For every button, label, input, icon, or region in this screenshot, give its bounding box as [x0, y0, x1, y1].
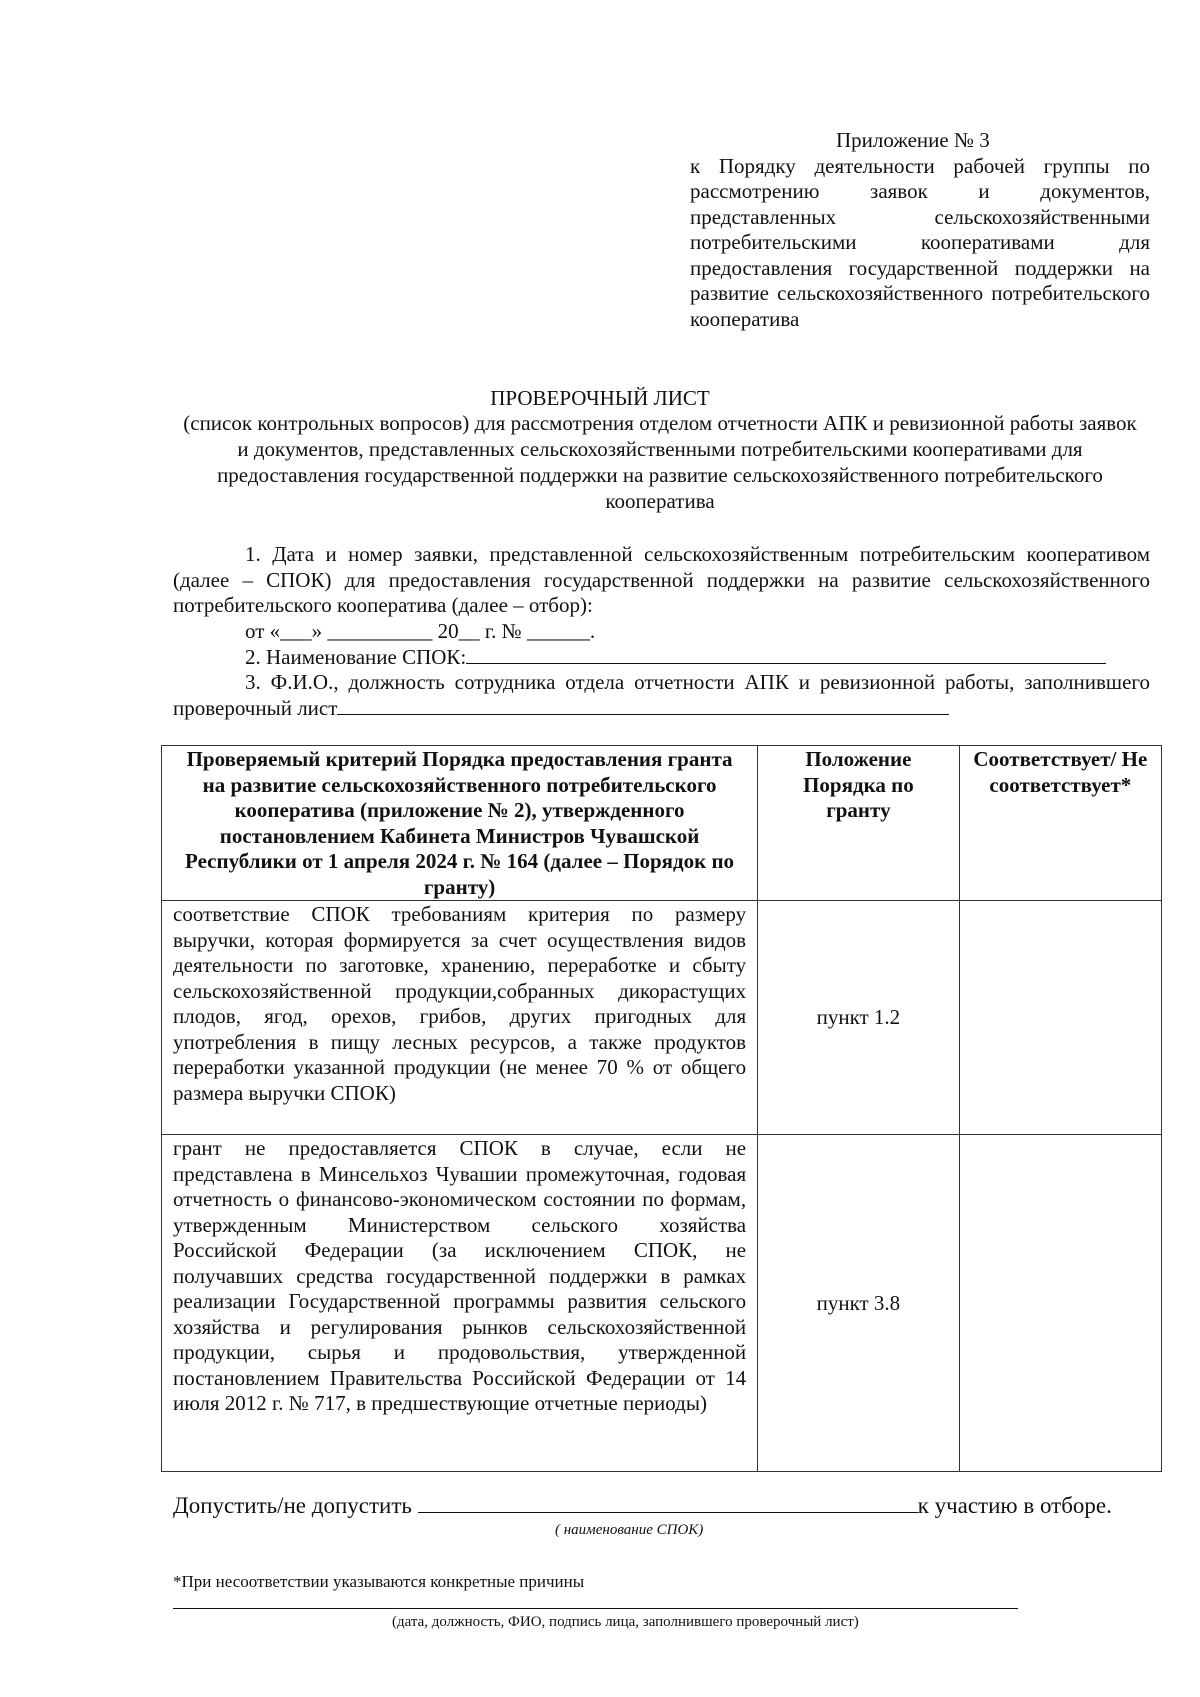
employee-blank [337, 696, 949, 715]
result-cell [959, 1135, 1161, 1472]
item-3-line [173, 670, 1150, 721]
spok-name-blank [466, 645, 1106, 664]
document-subtitle: (список контрольных вопросов) для рассмотрения отделом отчетности АПК и ревизионной работы заявок и документов, представленных сельскохозяйственными потребительскими кооперативами для предоставления государственной поддержки на развитие сельскохозяйственного потребительского кооператива [183, 411, 1137, 513]
table-row [162, 901, 1162, 1135]
signature-caption: (дата, должность, ФИО, подпись лица, заполнившего проверочный лист) [392, 1614, 859, 1630]
admit-blank [418, 1492, 918, 1513]
signature-line [173, 1608, 1018, 1609]
footnote: *При несоответствии указываются конкретные причины [173, 1572, 585, 1591]
table-row [162, 1135, 1162, 1472]
document-title: ПРОВЕРОЧНЫЙ ЛИСТ [490, 386, 710, 410]
criterion-cell: соответствие СПОК требованиям критерия по размеру выручки, которая формируется за счет осуществления видов деятельности по заготовке, хранению, переработке и сбыту сельскохозяйственной продукции,собранных дикорастущих плодов, ягод, орехов, грибов, других пригодных для употребления в пищу лесных ресурсов, а также продуктов переработки указанной продукции (не менее 70 % от общего размера выручки СПОК) [162, 901, 758, 1135]
appendix-number: Приложение № 3 [836, 128, 990, 152]
appendix-block [690, 128, 1150, 332]
appendix-text: к Порядку деятельности рабочей группы по рассмотрению заявок и документов, представленных сельскохозяйственными потребительскими кооперативами для предоставления государственной поддержки на развитие сельскохозяйственного потребительского кооператива [690, 153, 1150, 331]
criteria-table [161, 745, 1162, 1472]
admit-caption: ( наименование СПОК) [555, 1522, 704, 1538]
item-1-text: 1. Дата и номер заявки, представленной сельскохозяйственным потребительским кооперативом (далее – СПОК) для предоставления государственной поддержки на развитие сельскохозяйственного потребительского кооператива (далее – отбор): [173, 542, 1150, 617]
table-header-row [162, 746, 1162, 901]
item-1-date-line: от «___» __________ 20__ г. № ______. [245, 619, 596, 643]
result-cell [959, 901, 1161, 1135]
admit-line [173, 1492, 1112, 1520]
admit-prefix: Допустить/не допустить [173, 1493, 412, 1518]
clause-cell: пункт 1.2 [758, 901, 960, 1135]
item-2-label: 2. Наименование СПОК: [245, 645, 467, 669]
header-clause: Положение Порядка по гранту [758, 746, 960, 901]
header-result: Соответствует/ Не соответствует* [959, 746, 1161, 901]
item-2-line [245, 645, 1106, 671]
header-criterion: Проверяемый критерий Порядка предоставления гранта на развитие сельскохозяйственного потребительского кооператива (приложение № 2), утвержденного постановлением Кабинета Министров Чувашской Республики от 1 апреля 2024 г. № 164 (далее – Порядок по гранту) [162, 746, 758, 901]
admit-suffix: к участию в отборе. [917, 1493, 1112, 1518]
clause-cell: пункт 3.8 [758, 1135, 960, 1472]
item-3-label: 3. Ф.И.О., должность сотрудника отдела отчетности АПК и ревизионной работы, заполнившего проверочный лист [173, 670, 1150, 720]
criterion-cell: грант не предоставляется СПОК в случае, если не представлена в Минсельхоз Чувашии промежуточная, годовая отчетность о финансово-экономическом состоянии по формам, утвержденным Министерством сельского хозяйства Российской Федерации (за исключением СПОК, не получавших средства государственной поддержки в рамках реализации Государственной программы развития сельского хозяйства и регулирования рынков сельскохозяйственной продукции, сырья и продовольствия, утвержденной постановлением Правительства Российской Федерации от 14 июля 2012 г. № 717, в предшествующие отчетные периоды) [162, 1135, 758, 1472]
